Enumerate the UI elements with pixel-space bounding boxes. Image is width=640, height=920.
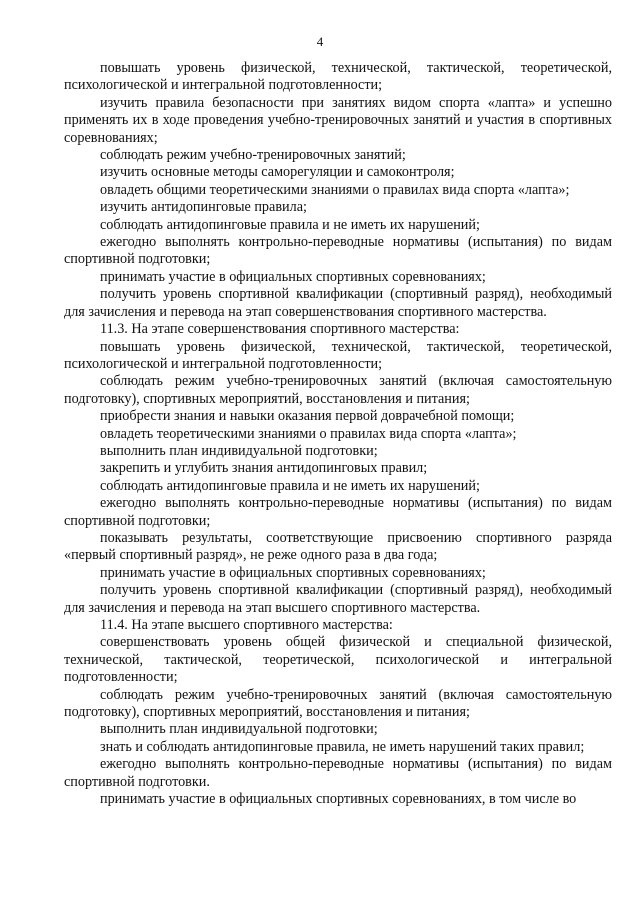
document-body (64, 60, 612, 808)
paragraph: соблюдать антидопинговые правила и не иметь их нарушений; (100, 216, 480, 233)
paragraph: соблюдать режим учебно-тренировочных занятий; (100, 147, 406, 164)
paragraph: ежегодно выполнять контрольно-переводные нормативы (испытания) по видам спортивной подготовки; (64, 495, 612, 529)
paragraph: овладеть общими теоретическими знаниями о правилах вида спорта «лапта»; (100, 181, 570, 198)
section-heading: 11.4. На этапе высшего спортивного мастерства: (100, 617, 393, 633)
paragraph: приобрести знания и навыки оказания первой доврачебной помощи; (100, 408, 515, 425)
paragraph: овладеть теоретическими знаниями о правилах вида спорта «лапта»; (100, 425, 517, 442)
paragraph: изучить правила безопасности при занятиях видом спорта «лапта» и успешно применять их в ходе проведения учебно-тренировочных занятий и участия в спортивных соревнованиях; (64, 94, 612, 146)
paragraph: изучить антидопинговые правила; (100, 199, 307, 216)
paragraph: выполнить план индивидуальной подготовки; (100, 442, 378, 459)
paragraph: получить уровень спортивной квалификации (спортивный разряд), необходимый для зачисления и перевода на этап высшего спортивного мастерства. (64, 582, 612, 616)
paragraph: повышать уровень физической, технической, тактической, теоретической, психологической и интегральной подготовленности; (64, 338, 612, 372)
paragraph: закрепить и углубить знания антидопинговых правил; (100, 460, 428, 477)
paragraph: повышать уровень физической, технической, тактической, теоретической, психологической и интегральной подготовленности; (64, 60, 612, 94)
paragraph: совершенствовать уровень общей физической и специальной физической, технической, тактической, теоретической, психологической и интегральной подготовленности; (64, 634, 612, 686)
paragraph: ежегодно выполнять контрольно-переводные нормативы (испытания) по видам спортивной подготовки. (64, 756, 612, 790)
section-heading: 11.3. На этапе совершенствования спортивного мастерства: (100, 321, 460, 338)
paragraph: принимать участие в официальных спортивных соревнованиях; (100, 564, 486, 581)
paragraph: принимать участие в официальных спортивных соревнованиях, в том числе во (100, 791, 577, 808)
paragraph: знать и соблюдать антидопинговые правила, не иметь нарушений таких правил; (100, 738, 585, 755)
paragraph: соблюдать режим учебно-тренировочных занятий (включая самостоятельную подготовку), спортивных мероприятий, восстановления и питания; (64, 373, 612, 407)
paragraph: выполнить план индивидуальной подготовки; (100, 721, 378, 738)
paragraph: соблюдать режим учебно-тренировочных занятий (включая самостоятельную подготовку), спортивных мероприятий, восстановления и питания; (64, 686, 612, 721)
paragraph: соблюдать антидопинговые правила и не иметь их нарушений; (100, 477, 480, 494)
page-number: 4 (316, 34, 324, 49)
paragraph: показывать результаты, соответствующие присвоению спортивного разряда «первый спортивный разряд», не реже одного раза в два года; (64, 529, 612, 564)
paragraph: принимать участие в официальных спортивных соревнованиях; (100, 268, 486, 285)
paragraph: ежегодно выполнять контрольно-переводные нормативы (испытания) по видам спортивной подготовки; (64, 234, 612, 268)
paragraph: получить уровень спортивной квалификации (спортивный разряд), необходимый для зачисления и перевода на этап совершенствования спортивного мастерства. (64, 286, 612, 320)
paragraph: изучить основные методы саморегуляции и самоконтроля; (100, 164, 455, 181)
